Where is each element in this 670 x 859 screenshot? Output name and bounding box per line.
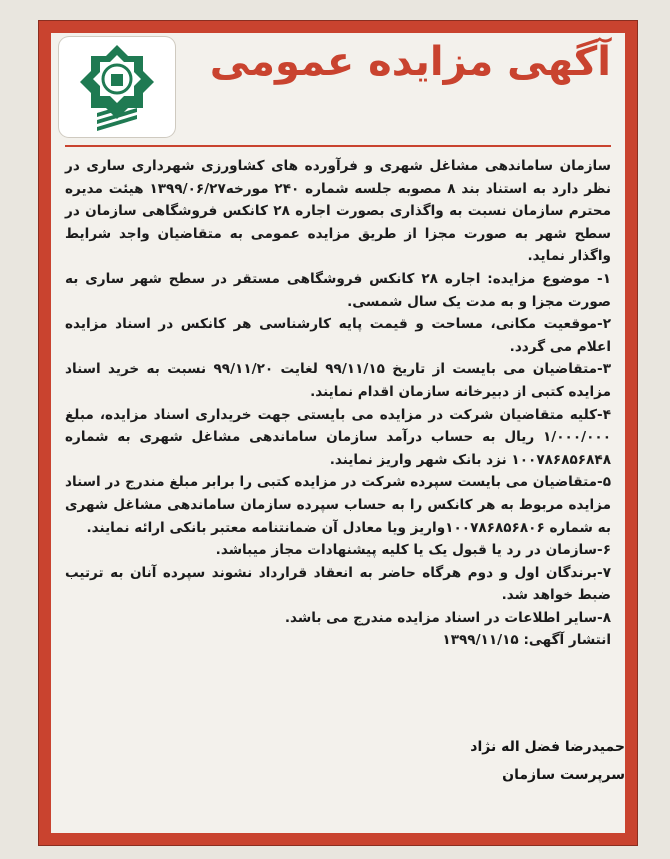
signer-role: سرپرست سازمان	[502, 767, 625, 783]
clause-item: ۳-متقاضیان می بایست از تاریخ ۹۹/۱۱/۱۵ لغایت ۹۹/۱۱/۲۰ نسبت به خرید اسناد مزایده کتبی از دبیرخانه سازمان اقدام نمایند.	[65, 361, 611, 400]
intro-paragraph: سازمان ساماندهی مشاغل شهری و فرآورده های کشاورزی شهرداری ساری در نظر دارد به استناد بند ۸ مصوبه جلسه شماره ۲۴۰ مورخه۱۳۹۹/۰۶/۲۷ هیئت مدیره محترم سازمان نسبت به واگذاری بصورت اجاره ۲۸ کانکس فروشگاهی سازمان در سطح شهر به صورت مجزا از طریق مزایده عمومی به متقاضیان واجد شرایط واگذار نماید.	[65, 158, 612, 265]
ad-title: آگهی مزایده عمومی	[209, 39, 611, 85]
clause-item: ۴-کلیه متقاضیان شرکت در مزایده می بایستی جهت خریداری اسناد مزایده، مبلغ ۱/۰۰۰/۰۰۰ ریال به حساب درآمد سازمان ساماندهی مشاغل شهری به شماره ۱۰۰۷۸۶۸۵۶۸۴۸ نزد بانک شهر واریز نمایند.	[65, 406, 611, 468]
ad-sheet	[51, 33, 625, 833]
signature-block	[51, 733, 625, 789]
ad-header	[51, 33, 625, 141]
clause-item: ۶-سازمان در رد یا قبول یک یا کلیه پیشنهادات مجاز میباشد.	[215, 542, 611, 559]
ad-frame	[38, 20, 638, 846]
logo-emblem-icon	[67, 41, 167, 133]
organization-logo	[59, 37, 175, 137]
ad-body	[65, 155, 611, 652]
clause-item: ۸-سایر اطلاعات در اسناد مزایده مندرج می باشد.	[284, 609, 611, 626]
clause-item: ۱- موضوع مزایده: اجاره ۲۸ کانکس فروشگاهی مستقر در سطح شهر ساری به صورت مجزا و به مدت یک سال شمسی.	[65, 270, 611, 310]
signer-name: حمیدرضا فضل اله نژاد	[470, 739, 625, 755]
clause-item: ۷-برندگان اول و دوم هرگاه حاضر به انعقاد قرارداد نشوند سپرده آنان به ترتیب ضبط خواهد شد.	[65, 564, 611, 604]
publish-date: انتشار آگهی: ۱۳۹۹/۱۱/۱۵	[442, 632, 611, 649]
header-divider	[65, 145, 611, 147]
clause-item: ۵-متقاضیان می بایست سپرده شرکت در مزایده کتبی را برابر مبلغ مندرج در اسناد مزایده مربوط به هر کانکس را به حساب سپرده سازمان ساماندهی مشاغل شهری به شماره ۱۰۰۷۸۶۸۵۶۸۰۶واریز ویا معادل آن ضمانتنامه معتبر بانکی ارائه نمایند.	[65, 474, 611, 536]
clause-item: ۲-موقعیت مکانی، مساحت و قیمت پایه کارشناسی هر کانکس در اسناد مزایده اعلام می گردد.	[65, 316, 611, 355]
